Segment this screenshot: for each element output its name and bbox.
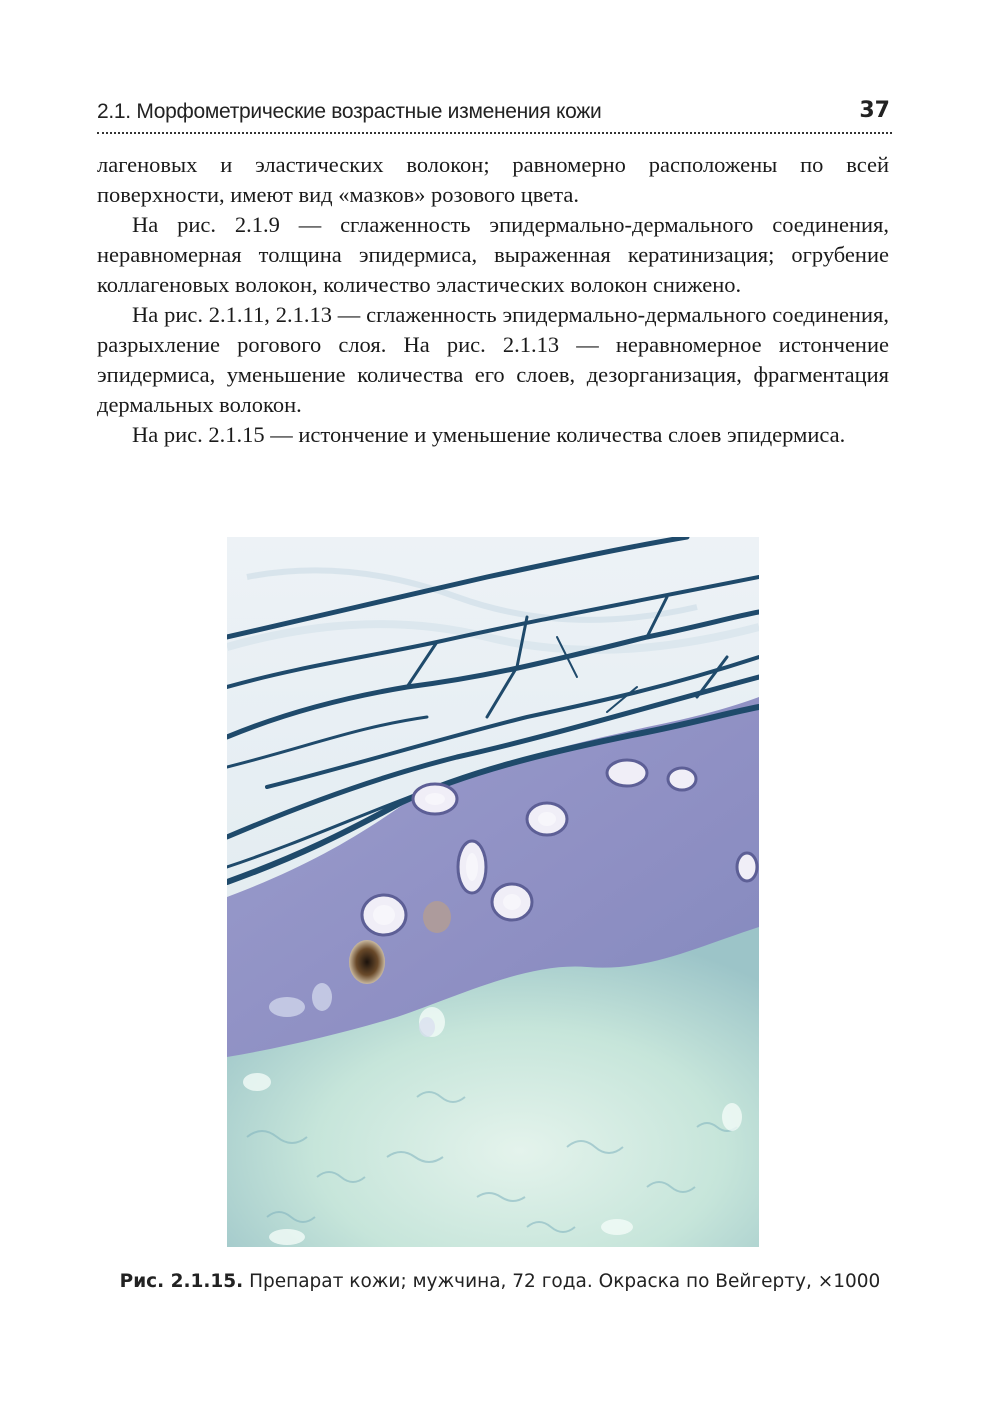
micrograph-figure — [227, 537, 759, 1247]
figure-caption — [0, 1271, 1000, 1292]
body-text — [97, 150, 889, 450]
running-title: 2.1. Морфометрические возрастные изменения кожи — [97, 100, 602, 123]
paragraph: На рис. 2.1.11, 2.1.13 — сглаженность эпидермально-дермального соединения, разрыхление рогового слоя. На рис. 2.1.13 — неравномерное истончение эпидермиса, уменьшение количества его слоев, дезорганизация, фрагментация дермальных волокон. — [97, 302, 889, 417]
figure-label: Рис. 2.1.15. — [119, 1271, 244, 1292]
micrograph-image — [227, 537, 759, 1247]
figure-caption-text: Препарат кожи; мужчина, 72 года. Окраска по Вейгерту, ×1000 — [243, 1271, 881, 1292]
paragraph: На рис. 2.1.15 — истончение и уменьшение количества слоев эпидермиса. — [132, 422, 846, 447]
page-number: 37 — [859, 98, 890, 123]
running-head — [97, 98, 892, 134]
paragraph: лагеновых и эластических волокон; равномерно расположены по всей поверхности, имеют вид «мазков» розового цвета. — [97, 152, 889, 207]
paragraph: На рис. 2.1.9 — сглаженность эпидермально-дермального соединения, неравномерная толщина эпидермиса, выраженная кератинизация; огрубение коллагеновых волокон, количество эластических волокон снижено. — [97, 212, 889, 297]
